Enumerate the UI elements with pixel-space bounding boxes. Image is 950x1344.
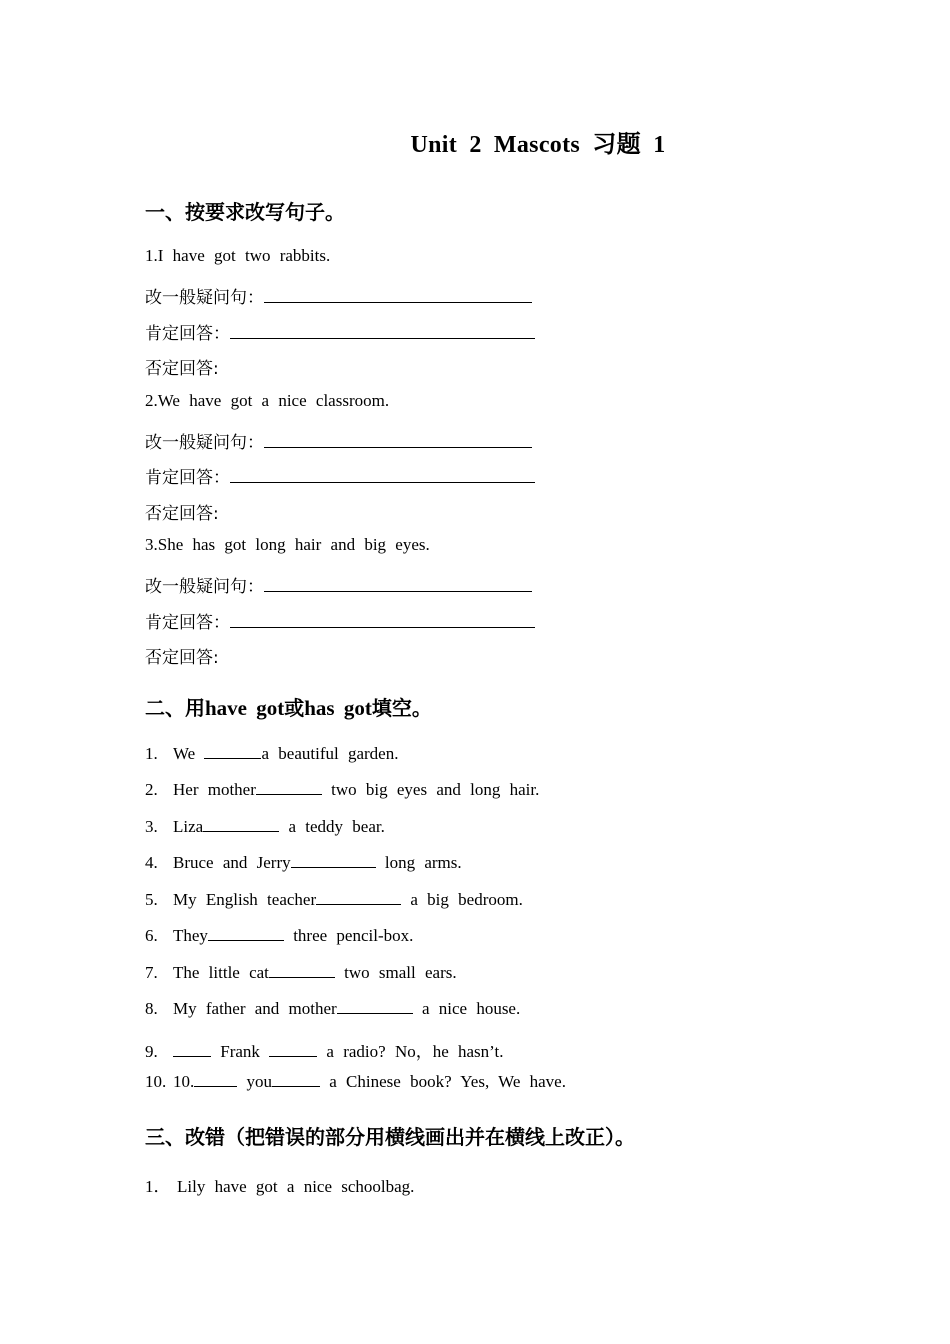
answer-blank[interactable] xyxy=(269,1042,317,1057)
answer-blank[interactable] xyxy=(203,817,279,832)
s2-item-10: 10. 10. you a Chinese book? Yes, We have. xyxy=(145,1072,566,1091)
answer-blank[interactable] xyxy=(230,468,535,483)
s1-q1-question-row xyxy=(145,283,532,308)
answer-blank[interactable] xyxy=(264,577,532,592)
s2-item-6: 6. They three pencil-box. xyxy=(145,926,414,945)
answer-blank[interactable] xyxy=(230,613,535,628)
s1-q2-question-row xyxy=(145,428,532,453)
question-label: 改一般疑问句： xyxy=(145,433,264,453)
s3-item-1: 1． Lily have got a nice schoolbag. xyxy=(145,1177,415,1196)
negative-label: 否定回答: xyxy=(145,359,219,379)
s1-q2-sentence: 2.We have got a nice classroom. xyxy=(145,391,390,410)
positive-label: 肯定回答： xyxy=(145,324,230,344)
s1-q3-question-row xyxy=(145,572,532,597)
answer-blank[interactable] xyxy=(208,926,284,941)
s2-item-1: 1. We a beautiful garden. xyxy=(145,744,399,763)
answer-blank[interactable] xyxy=(230,324,535,339)
s2-item-5: 5. My English teacher a big bedroom. xyxy=(145,890,523,909)
answer-blank[interactable] xyxy=(204,744,261,759)
s2-item-9: 9. Frank a radio? No，he hasn’t. xyxy=(145,1042,504,1061)
negative-label: 否定回答: xyxy=(145,504,219,524)
s1-q2-positive-row xyxy=(145,463,535,488)
s1-q1-negative-row xyxy=(145,354,219,379)
s1-q1-sentence: 1.I have got two rabbits. xyxy=(145,246,331,265)
s1-q3-positive-row xyxy=(145,608,535,633)
question-label: 改一般疑问句： xyxy=(145,288,264,308)
s2-item-7: 7. The little cat two small ears. xyxy=(145,963,457,982)
s1-q3-negative-row xyxy=(145,643,219,668)
s2-item-2: 2. Her mother two big eyes and long hair. xyxy=(145,780,540,799)
section2-heading: 二、用have got或has got填空。 xyxy=(145,696,432,720)
negative-label: 否定回答: xyxy=(145,648,219,668)
s2-item-4: 4. Bruce and Jerry long arms. xyxy=(145,853,462,872)
positive-label: 肯定回答： xyxy=(145,613,230,633)
section3-heading: 三、改错（把错误的部分用横线画出并在横线上改正）。 xyxy=(145,1125,635,1149)
answer-blank[interactable] xyxy=(264,433,532,448)
question-label: 改一般疑问句： xyxy=(145,577,264,597)
s2-item-8: 8. My father and mother a nice house. xyxy=(145,999,521,1018)
s1-q3-sentence: 3.She has got long hair and big eyes. xyxy=(145,535,430,554)
answer-blank[interactable] xyxy=(316,890,401,905)
answer-blank[interactable] xyxy=(272,1072,320,1087)
answer-blank[interactable] xyxy=(337,999,413,1014)
answer-blank[interactable] xyxy=(173,1042,211,1057)
positive-label: 肯定回答： xyxy=(145,468,230,488)
answer-blank[interactable] xyxy=(256,780,322,795)
answer-blank[interactable] xyxy=(269,963,335,978)
page-title: Unit 2 Mascots 习题 1 xyxy=(410,132,666,158)
answer-blank[interactable] xyxy=(264,288,532,303)
answer-blank[interactable] xyxy=(291,853,376,868)
s2-item-3: 3. Liza a teddy bear. xyxy=(145,817,385,836)
answer-blank[interactable] xyxy=(194,1072,237,1087)
s1-q2-negative-row xyxy=(145,499,219,524)
s1-q1-positive-row xyxy=(145,319,535,344)
section1-heading: 一、按要求改写句子。 xyxy=(145,200,345,224)
